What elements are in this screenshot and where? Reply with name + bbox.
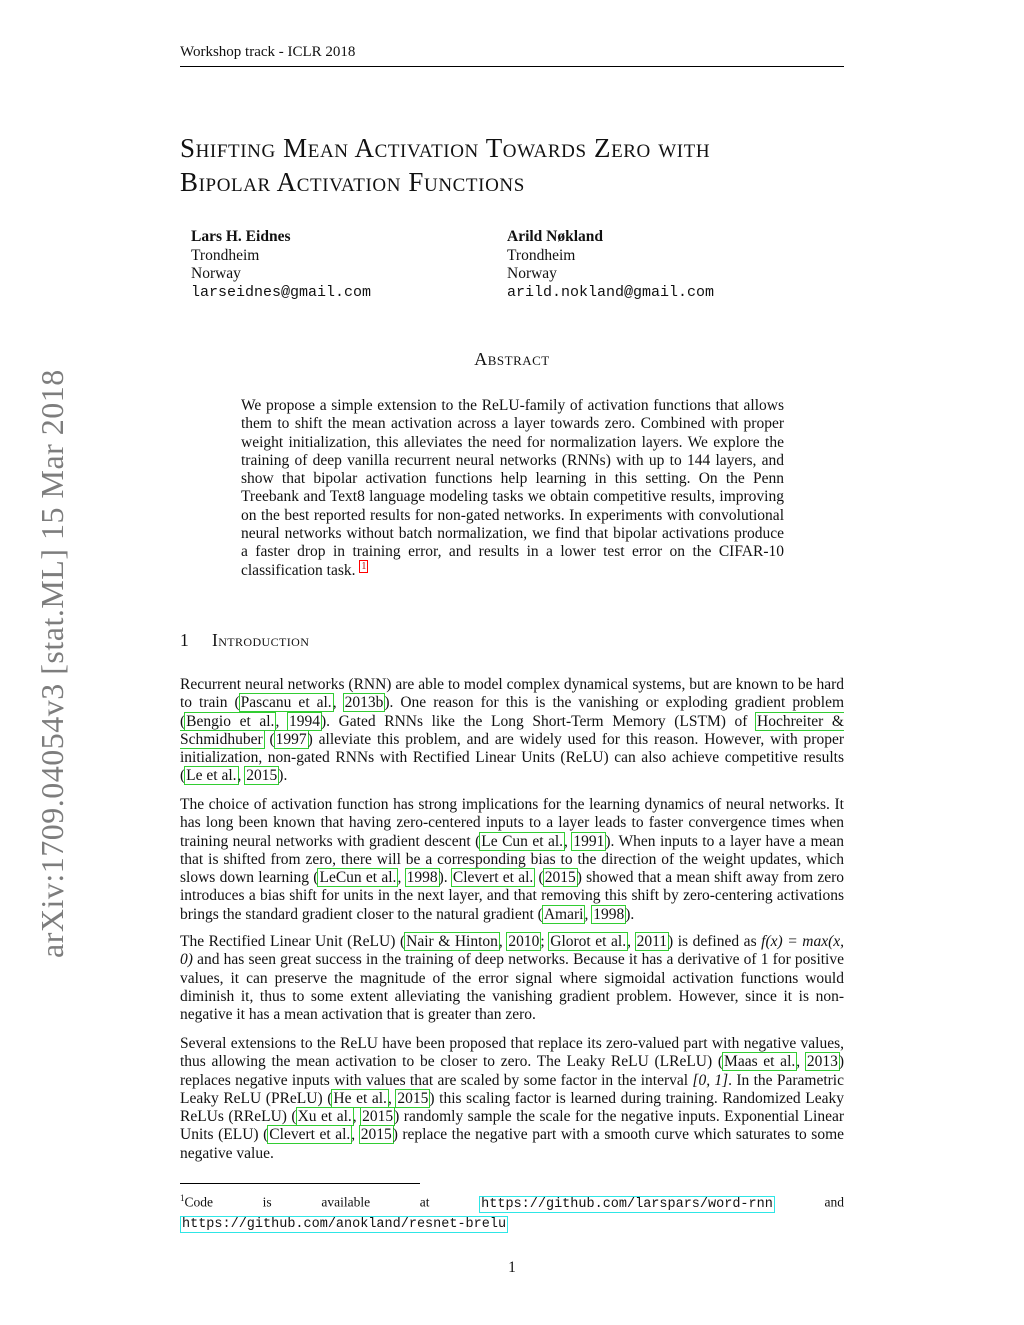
citation-link[interactable]: 2015 [544,869,576,887]
section-number: 1 [180,630,190,650]
text-run: ) showed that a mean shift away from zero introduces a bias shift for units in the next layer, and that removing this shift by zero-centering activations brings the standard gradient closer to the natural gradient ( [180,869,845,923]
author-name: Lars H. Eidnes [191,228,291,245]
citation-link[interactable]: 2015 [397,1089,429,1107]
text-run: ). [438,869,452,887]
citation-link[interactable]: Clevert et al. [269,1126,351,1144]
citation-link[interactable]: Glorot et al. [550,933,627,950]
text-run: The Rectified Linear Unit (ReLU) ( [180,933,406,950]
url-link-resnet-brelu[interactable]: https://github.com/anokland/resnet-brelu [182,1216,507,1232]
abstract-text: We propose a simple extension to the ReLU-family of activation functions that allows them to shift the mean activation across a layer towards zero. Combined with proper weight initialization, this alleviates the need for normalization layers. We explore the training of deep vanilla recurrent neural networks (RNNs) with up to 144 layers, and show that bipolar activation functions help learning in this setting. On the Penn Treebank and Text8 language modeling tasks we obtain competitive results, improving on the best reported results for non-gated networks. In experiments with convolutional neural networks without batch normalization, we find that bipolar activations produce a faster drop in training error, and results in a lower test error on the CIFAR-10 classification task. [241,397,784,579]
citation-link[interactable]: He et al. [333,1089,387,1107]
citation-link[interactable]: 2013 [806,1053,838,1071]
text-run: ) alleviate this problem, and are widely used for this reason. However, with proper initialization, non-gated RNNs with Rectified Linear Units (ReLU) can also achieve competitive results ( [180,730,844,785]
text-run: ). [278,767,288,785]
citation-link[interactable]: Bengio et al. [186,712,275,730]
citation-link[interactable]: 2010 [508,933,540,950]
text-run: and has seen great success in the training of deep networks. Because it has a derivative of 1 for positive values, it can preserve the magnitude of the error signal where sigmoidal activation functions would diminish it, thus to some extent alleviating the vanishing gradient problem. However, since it is non-negative it has a mean activation that is greater than zero. [180,951,844,1024]
text-run: ) this scaling factor is learned during training. Randomized Leaky ReLUs (RReLU) ( [180,1089,845,1126]
text-run: , [627,933,636,950]
author-email: arild.nokland@gmail.com [507,283,715,301]
paragraph-4 [180,1035,844,1163]
abstract-heading: Abstract [474,349,550,369]
url-link-word-rnn[interactable]: https://github.com/larspars/word-rnn [481,1196,773,1212]
citation-link[interactable]: Nair & Hinton [406,933,498,950]
text-run: , [584,905,593,923]
text-run: ) is defined as [668,933,762,950]
text-run: , [275,712,288,730]
footnote-text: Code is available at [184,1194,480,1210]
citation-link[interactable]: Hochreiter & Schmidhuber [180,712,844,748]
citation-link[interactable]: Amari [543,905,584,923]
author-name: Arild Nøkland [507,228,604,245]
citation-link[interactable]: Xu et al. [297,1108,352,1126]
citation-link[interactable]: 2011 [636,933,667,950]
text-run: , [332,694,344,712]
citation-link[interactable]: 1994 [288,712,320,730]
author-city: Trondheim [191,246,260,264]
text-run: , [564,832,573,850]
text-run: Several extensions to the ReLU have been proposed that replace its zero-valued part with negative values, thus allowing the mean activation to be closer to zero. The Leaky ReLU (LReLU) ( [180,1035,844,1071]
author-country: Norway [191,265,241,282]
paper-title [180,131,860,199]
citation-link[interactable]: 1997 [275,730,307,748]
text-run: . In the Parametric Leaky ReLU (PReLU) ( [180,1071,844,1107]
text-run: , [351,1126,360,1144]
citation-link[interactable]: 1998 [593,905,625,923]
section-heading [180,630,309,651]
text-run: , [352,1108,362,1126]
citation-link[interactable]: Pascanu et al. [240,694,332,712]
footnote-ref-link[interactable]: 1 [361,560,367,572]
text-run: ; [540,933,550,950]
text-run: The choice of activation function has strong implications for the learning dynamics of neural networks. It has long been known that having zero-centered inputs to a layer leads to faster convergence times when training neural networks with gradient descent ( [180,796,844,850]
text-run: ). [625,905,635,923]
text-run: , [796,1053,806,1071]
paragraph-1 [180,676,844,786]
text-run: Recurrent neural networks (RNN) are able to model complex dynamical systems, but are known to be hard to train ( [180,676,844,712]
title-line-2: Bipolar Activation Functions [180,167,525,197]
text-run: ( [263,730,275,748]
text-run: ) replaces negative inputs with values that are scaled by some factor in the interval [180,1053,844,1089]
citation-link[interactable]: LeCun et al. [319,869,397,887]
citation-link[interactable]: 2015 [362,1108,394,1126]
text-run: ). When inputs to a layer have a mean that is shifted from zero, there will be a corresponding bias to the direction of the weight updates, which slows down learning ( [180,832,845,887]
text-run: , [237,767,246,785]
text-run: ). One reason for this is the vanishing or exploding gradient problem ( [180,694,845,730]
math-expression: f(x) = max(x, 0) [180,933,845,969]
text-run: ). Gated RNNs like the Long Short-Term Memory (LSTM) of [320,712,757,730]
page-number: 1 [508,1259,516,1276]
text-run: ) replace the negative part with a smooth curve which saturates to some negative value. [180,1126,845,1162]
text-run: , [498,933,508,950]
citation-link[interactable]: Clevert et al. [452,869,534,887]
text-run: ) randomly sample the scale for the negative inputs. Exponential Linear Units (ELU) ( [180,1108,845,1144]
citation-link[interactable]: Maas et al. [724,1053,796,1071]
footnote-text: and [774,1194,844,1210]
title-line-1: Shifting Mean Activation Towards Zero with [180,133,711,163]
author-block-2 [507,228,714,302]
paragraph-3 [180,933,844,1024]
arxiv-identifier: arXiv:1709.04054v3 [stat.ML] 15 Mar 2018 [34,369,70,958]
text-run: , [387,1089,397,1107]
paragraph-2 [180,796,844,924]
citation-link[interactable]: Le Cun et al. [481,832,564,850]
footnote-mark: 1 [180,1193,185,1203]
citation-link[interactable]: 1991 [573,832,605,850]
header-rule [180,66,844,67]
abstract-body [241,397,784,580]
running-header: Workshop track - ICLR 2018 [180,44,356,60]
citation-link[interactable]: 1998 [406,869,438,887]
text-run: ( [534,869,544,887]
footnote-rule [180,1183,420,1184]
citation-link[interactable]: 2015 [246,767,278,785]
math-expression: [0, 1] [692,1071,729,1089]
citation-link[interactable]: 2015 [360,1126,392,1144]
author-email: larseidnes@gmail.com [191,283,372,301]
section-title: Introduction [212,630,310,650]
citation-link[interactable]: Le et al. [186,767,237,785]
footnote [180,1189,844,1234]
author-block-1 [191,228,371,302]
text-run: , [397,869,406,887]
citation-link[interactable]: 2013b [344,694,384,712]
author-city: Trondheim [507,246,576,264]
author-country: Norway [507,265,557,282]
